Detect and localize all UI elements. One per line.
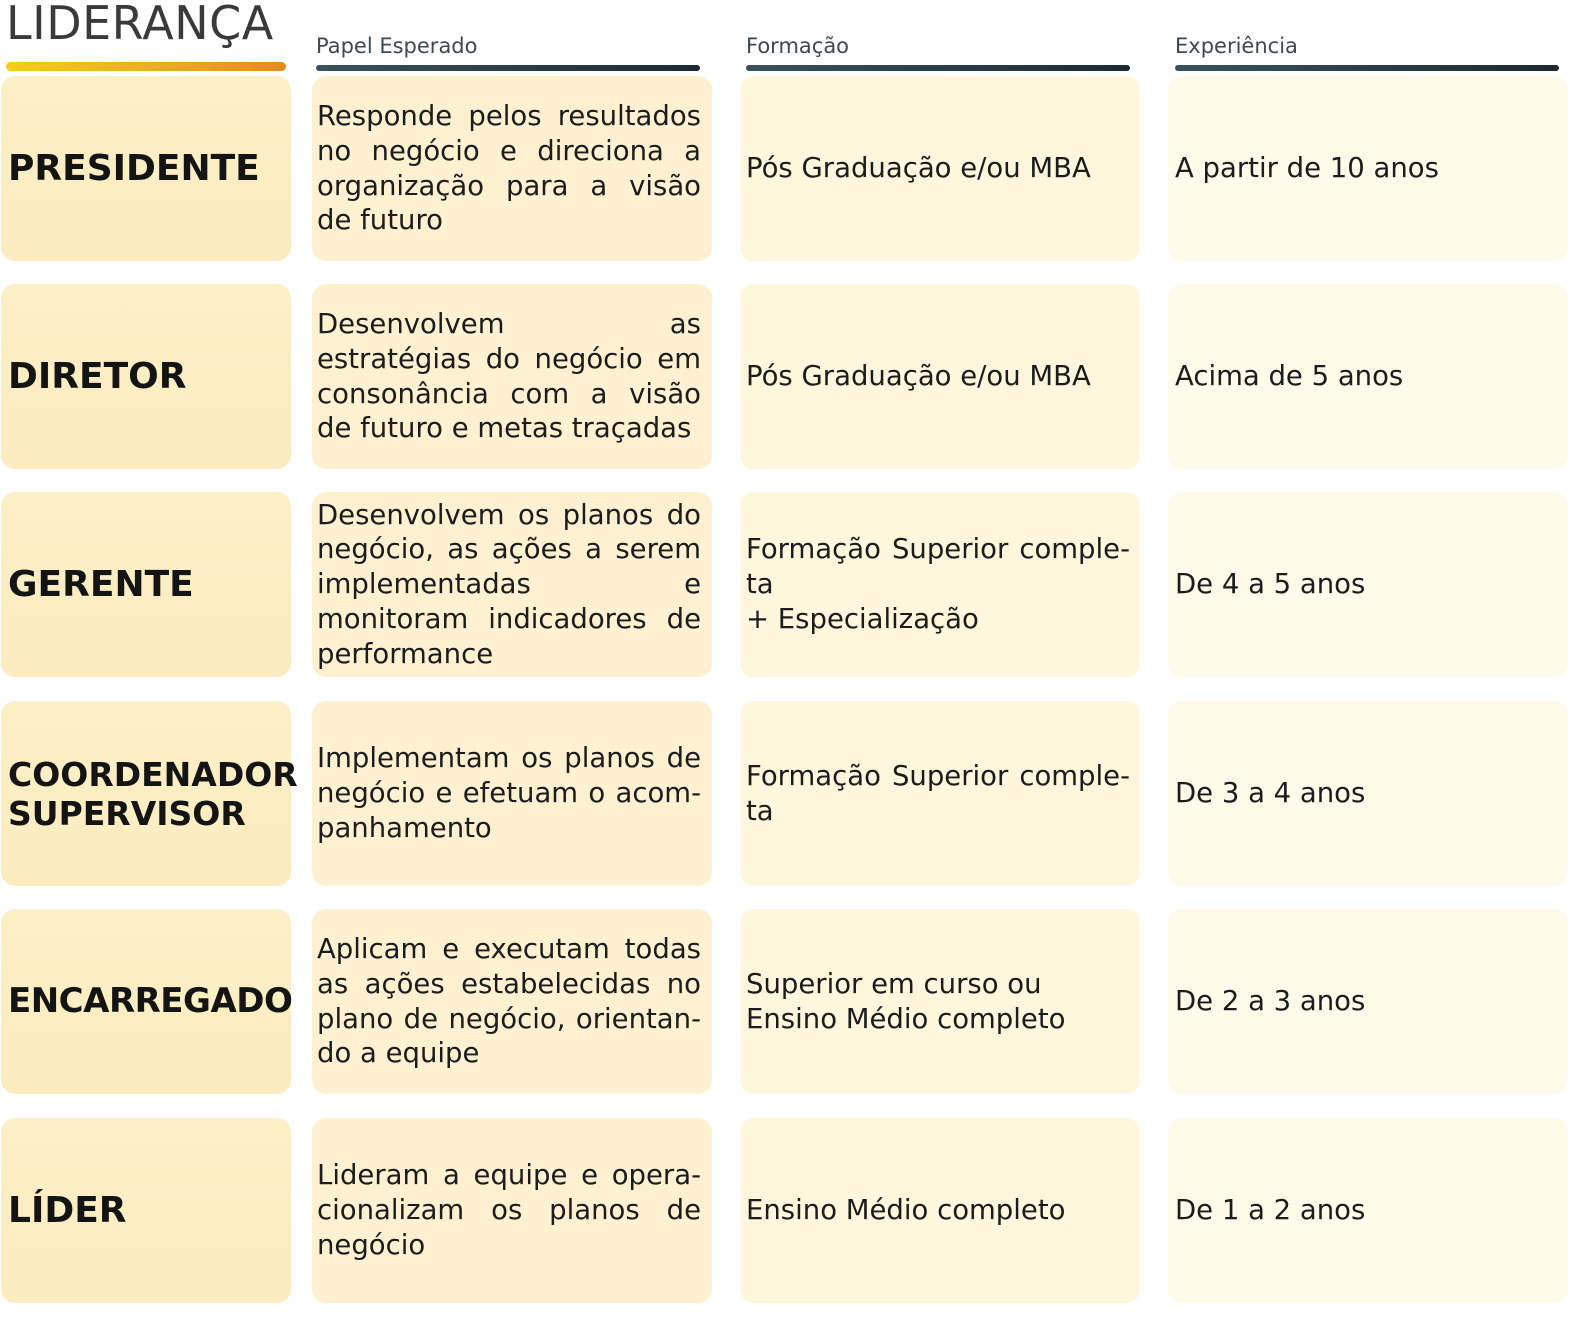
role-cell	[1, 492, 291, 677]
page-title: LIDERANÇA	[6, 0, 274, 50]
role-cell	[1, 909, 291, 1094]
formacao-text: Formação Superior comple-ta + Especialização	[746, 533, 1130, 635]
formacao-text: Superior em curso ou Ensino Médio completo	[746, 967, 1066, 1035]
role-cell	[1, 1118, 291, 1303]
papel-text: Desenvolvem as estratégias do negócio em consonância com a visão de futuro e metas traçadas	[317, 307, 701, 445]
experiencia-text: A partir de 10 anos	[1175, 152, 1439, 185]
formacao-text: Pós Graduação e/ou MBA	[746, 360, 1091, 393]
papel-text: Implementam os planos de negócio e efetuam o acom-panhamento	[317, 742, 701, 844]
role-label: COORDENADOR SUPERVISOR	[8, 754, 298, 833]
papel-text: Responde pelos resultados no negócio e direciona a organização para a visão de futuro	[317, 99, 701, 237]
papel-text: Desenvolvem os planos do negócio, as ações a serem implementadas e monitoram indicadores de performance	[317, 498, 701, 670]
column-underline-formacao	[746, 65, 1130, 71]
role-label: ENCARREGADO	[8, 981, 293, 1021]
role-label: DIRETOR	[8, 356, 187, 397]
title-accent-bar	[6, 62, 286, 71]
column-header-papel: Papel Esperado	[316, 34, 478, 58]
papel-cell	[312, 492, 712, 677]
experiencia-cell	[1168, 1118, 1568, 1303]
formacao-text: Ensino Médio completo	[746, 1194, 1066, 1227]
experiencia-text: De 2 a 3 anos	[1175, 985, 1366, 1018]
formacao-cell	[740, 1118, 1140, 1303]
experiencia-cell	[1168, 909, 1568, 1094]
formacao-cell	[740, 701, 1140, 886]
column-header-formacao: Formação	[746, 34, 850, 58]
column-underline-experiencia	[1175, 65, 1559, 71]
papel-cell	[312, 1118, 712, 1303]
experiencia-cell	[1168, 492, 1568, 677]
experiencia-text: De 4 a 5 anos	[1175, 568, 1366, 601]
role-label: LÍDER	[8, 1190, 127, 1231]
papel-cell	[312, 76, 712, 261]
formacao-text: Formação Superior comple-ta	[746, 759, 1130, 827]
papel-cell	[312, 909, 712, 1094]
papel-text: Lideram a equipe e opera-cionalizam os planos de negócio	[317, 1159, 701, 1261]
experiencia-text: De 3 a 4 anos	[1175, 777, 1366, 810]
role-cell	[1, 701, 298, 886]
column-header-experiencia: Experiência	[1175, 34, 1298, 58]
formacao-text: Pós Graduação e/ou MBA	[746, 152, 1091, 185]
formacao-cell	[740, 492, 1140, 677]
role-label: PRESIDENTE	[8, 148, 260, 189]
experiencia-cell	[1168, 284, 1568, 469]
papel-text: Aplicam e executam todas as ações estabelecidas no plano de negócio, orientan-do a equipe	[317, 932, 701, 1070]
column-underline-papel	[316, 65, 700, 71]
formacao-cell	[740, 284, 1140, 469]
formacao-cell	[740, 909, 1140, 1094]
role-cell	[1, 284, 291, 469]
role-cell	[1, 76, 291, 261]
experiencia-cell	[1168, 76, 1568, 261]
papel-cell	[312, 284, 712, 469]
formacao-cell	[740, 76, 1140, 261]
experiencia-text: De 1 a 2 anos	[1175, 1194, 1366, 1227]
experiencia-text: Acima de 5 anos	[1175, 360, 1404, 393]
papel-cell	[312, 701, 712, 886]
experiencia-cell	[1168, 701, 1568, 886]
role-label: GERENTE	[8, 564, 194, 605]
